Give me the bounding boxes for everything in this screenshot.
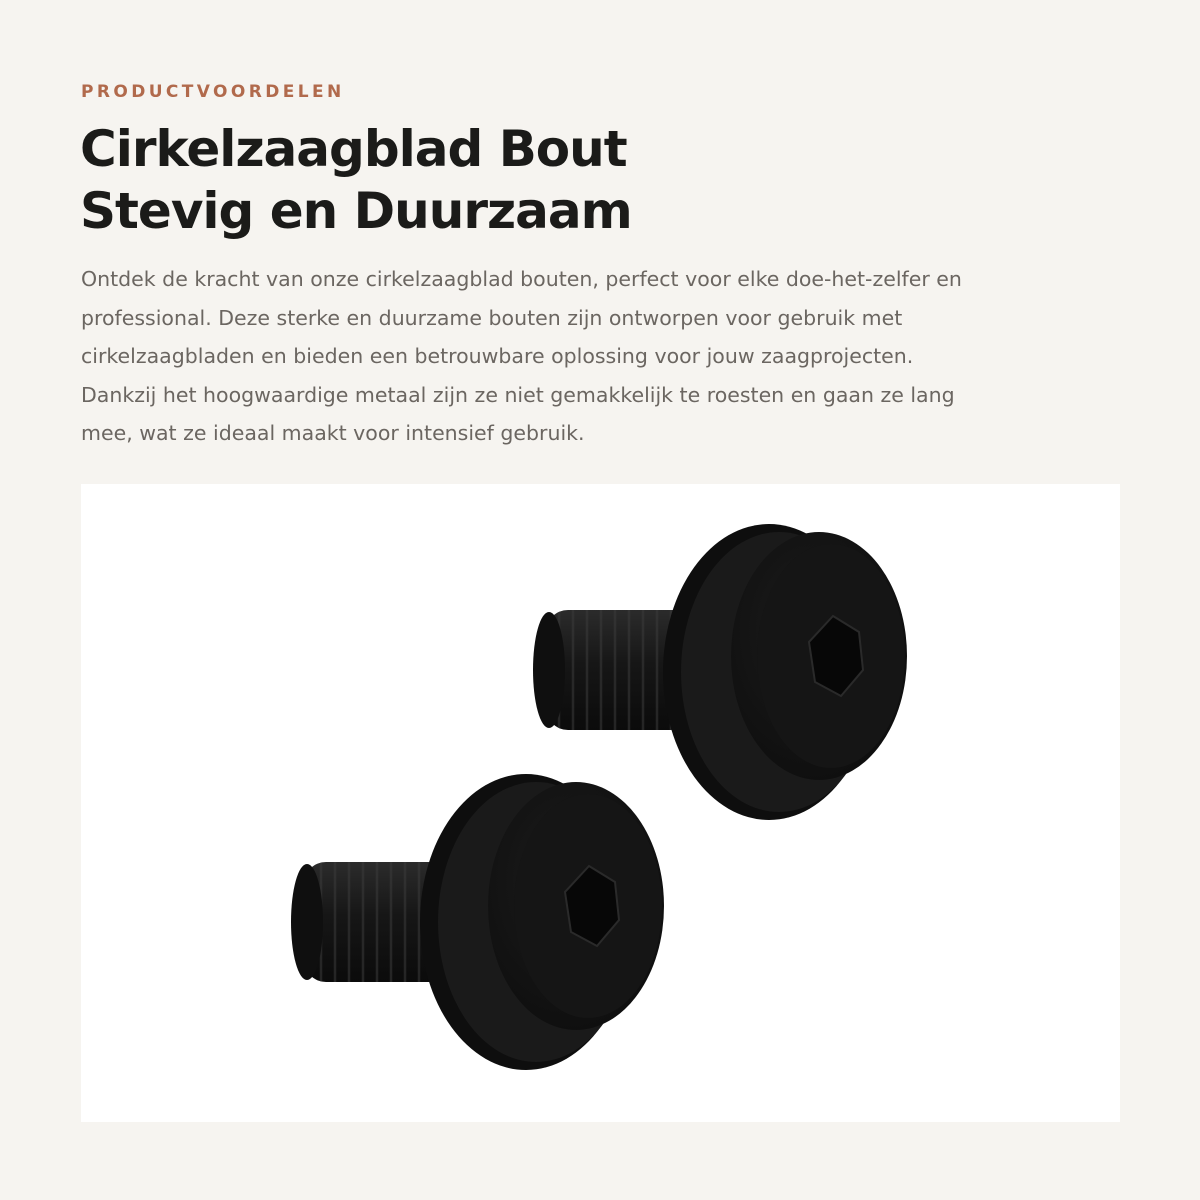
product-image	[81, 484, 1120, 1122]
description-line-5: mee, wat ze ideaal maakt voor intensief gebruik.	[81, 421, 585, 445]
bolt-1	[533, 524, 907, 820]
bolts-illustration	[81, 484, 1120, 1122]
section-description	[81, 260, 1081, 453]
section-eyebrow: PRODUCTVOORDELEN	[81, 82, 345, 102]
section-title	[80, 118, 632, 242]
description-line-4: Dankzij het hoogwaardige metaal zijn ze niet gemakkelijk te roesten en gaan ze lang	[81, 382, 955, 407]
description-line-1: Ontdek de kracht van onze cirkelzaagblad bouten, perfect voor elke doe-het-zelfer en	[81, 267, 962, 291]
section-title-line-1: Cirkelzaagblad Bout	[80, 120, 627, 178]
description-line-3: cirkelzaagbladen en bieden een betrouwbare oplossing voor jouw zaagprojecten.	[81, 344, 914, 368]
bolt-2	[291, 774, 664, 1070]
section-title-line-2: Stevig en Duurzaam	[80, 182, 632, 240]
description-line-2: professional. Deze sterke en duurzame bouten zijn ontworpen voor gebruik met	[81, 305, 903, 330]
